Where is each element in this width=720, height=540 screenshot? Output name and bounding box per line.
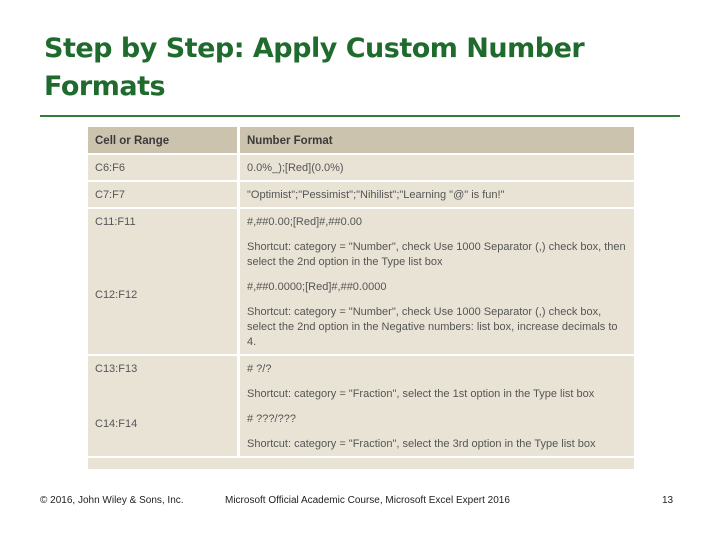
format-code: # ?/? bbox=[247, 363, 272, 375]
shortcut-text: Shortcut: category = "Number", check Use 1000 Separator (,) check box, select the 2nd option in the Negative numbers: list box, increase decimals to 4. bbox=[247, 306, 618, 348]
format-cell bbox=[239, 181, 635, 208]
shortcut-text: Shortcut: category = "Fraction", select the 3rd option in the Type list box bbox=[247, 438, 596, 450]
table-row bbox=[88, 355, 634, 457]
header-cell-or-range: Cell or Range bbox=[88, 127, 239, 154]
table-header-row bbox=[88, 127, 634, 154]
range-cell bbox=[88, 181, 239, 208]
format-cell bbox=[239, 208, 635, 355]
shortcut-text: Shortcut: category = "Fraction", select the 1st option in the Type list box bbox=[247, 388, 595, 400]
table-row bbox=[88, 154, 634, 181]
table-row bbox=[88, 181, 634, 208]
number-format-table bbox=[88, 127, 634, 458]
header-number-format: Number Format bbox=[239, 127, 635, 154]
range-cell bbox=[88, 208, 239, 355]
range-label: C13:F13 bbox=[95, 363, 138, 375]
format-code: #,##0.00;[Red]#,##0.00 bbox=[247, 216, 362, 228]
range-label: C6:F6 bbox=[95, 162, 125, 174]
range-label: C11:F11 bbox=[95, 216, 136, 228]
number-format-table-container bbox=[88, 127, 634, 469]
page-title: Step by Step: Apply Custom Number Formats bbox=[44, 33, 585, 102]
format-cell bbox=[239, 355, 635, 457]
title-divider bbox=[40, 115, 680, 117]
format-code: 0.0%_);[Red](0.0%) bbox=[247, 162, 344, 174]
format-code: # ???/??? bbox=[247, 413, 296, 425]
format-cell bbox=[239, 154, 635, 181]
range-label: C12:F12 bbox=[95, 289, 138, 301]
footer-copyright: © 2016, John Wiley & Sons, Inc. bbox=[40, 495, 184, 506]
format-code: "Optimist";"Pessimist";"Nihilist";"Learning "@" is fun!" bbox=[247, 189, 505, 201]
range-label: C14:F14 bbox=[95, 418, 138, 430]
range-cell bbox=[88, 154, 239, 181]
range-cell bbox=[88, 355, 239, 457]
footer-page-number: 13 bbox=[662, 495, 674, 506]
table-row bbox=[88, 208, 634, 355]
shortcut-text: Shortcut: category = "Number", check Use 1000 Separator (,) check box, then select the 2nd option in the Type list box bbox=[247, 241, 626, 268]
format-code: #,##0.0000;[Red]#,##0.0000 bbox=[247, 281, 387, 293]
footer-course: Microsoft Official Academic Course, Microsoft Excel Expert 2016 bbox=[225, 495, 510, 506]
range-label: C7:F7 bbox=[95, 189, 125, 201]
